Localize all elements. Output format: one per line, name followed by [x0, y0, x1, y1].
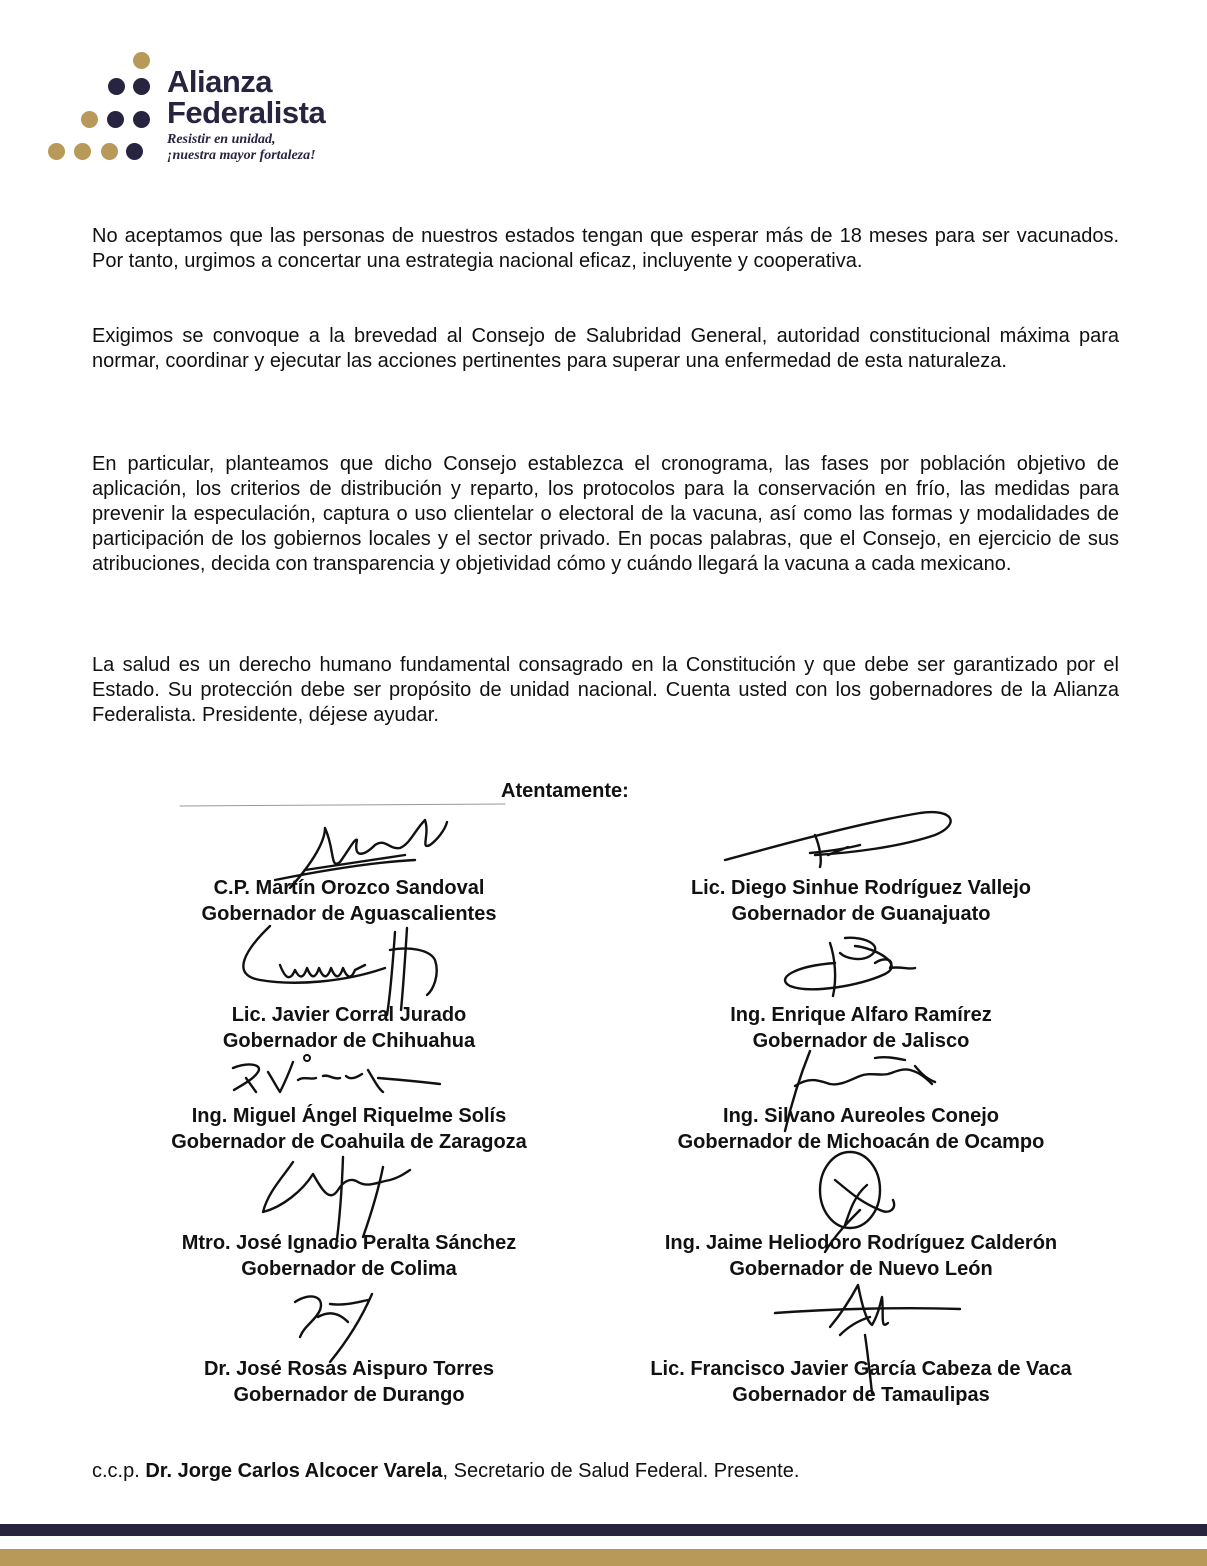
signatory-name: Ing. Miguel Ángel Riquelme Solís	[191, 1105, 507, 1127]
logo-name-line2: Federalista	[167, 95, 326, 130]
signatory-title: Gobernador de Jalisco	[752, 1030, 970, 1052]
signatory-title: Gobernador de Coahuila de Zaragoza	[171, 1131, 527, 1153]
signatory-name: C.P. Martín Orozco Sandoval	[213, 877, 485, 899]
signatory-colima	[89, 1230, 609, 1282]
paragraph-3: En particular, planteamos que dicho Consejo establezca el cronograma, las fases por población objetivo de aplicación, los criterios de distribución y reparto, los protocolos para la conservación en frío, las medidas para prevenir la especulación, captura o uso clientelar o electoral de la vacuna, así como las formas y modalidades de participación de los gobiernos locales y el sector privado. En pocas palabras, que el Consejo, en ejercicio de sus atribuciones, decida con transparencia y objetividad cómo y cuándo llegará la vacuna a cada mexicano.	[92, 453, 1119, 575]
signatory-guanajuato	[601, 875, 1121, 927]
signatory-title: Gobernador de Durango	[233, 1384, 465, 1406]
footer-gold-bar	[0, 1549, 1207, 1566]
signatory-name: Ing. Enrique Alfaro Ramírez	[730, 1004, 992, 1026]
cc-recipient-name: Dr. Jorge Carlos Alcocer Varela	[145, 1460, 443, 1482]
signatory-title: Gobernador de Aguascalientes	[201, 903, 497, 925]
logo-tagline-line1: Resistir en unidad,	[167, 132, 276, 147]
signatory-name: Lic. Diego Sinhue Rodríguez Vallejo	[690, 877, 1032, 899]
signature-durango-icon	[290, 1282, 390, 1362]
alianza-federalista-logo	[40, 48, 380, 178]
signatory-name: Ing. Jaime Heliodoro Rodríguez Calderón	[664, 1232, 1058, 1254]
signatory-name: Mtro. José Ignacio Peralta Sánchez	[181, 1232, 517, 1254]
signatory-title: Gobernador de Guanajuato	[731, 903, 991, 925]
paragraph-2: Exigimos se convoque a la brevedad al Consejo de Salubridad General, autoridad constitucional máxima para normar, coordinar y ejecutar las acciones pertinentes para superar una enfermedad de esta naturaleza.	[92, 325, 1119, 372]
cc-prefix: c.c.p.	[92, 1460, 140, 1482]
signature-guanajuato-icon	[720, 805, 960, 870]
footer-navy-bar	[0, 1524, 1207, 1536]
signatory-title: Gobernador de Tamaulipas	[732, 1384, 990, 1406]
logo-tagline-line2: ¡nuestra mayor fortaleza!	[167, 148, 316, 163]
signatory-name: Dr. José Rosas Aispuro Torres	[203, 1358, 495, 1380]
logo-tagline	[167, 132, 316, 164]
signatory-nuevo-leon	[601, 1230, 1121, 1282]
signatory-title: Gobernador de Michoacán de Ocampo	[677, 1131, 1045, 1153]
signature-coahuila-icon	[228, 1050, 448, 1110]
signatory-name: Lic. Javier Corral Jurado	[231, 1004, 467, 1026]
paragraph-1: No aceptamos que las personas de nuestros estados tengan que esperar más de 18 meses para ser vacunados. Por tanto, urgimos a concertar una estrategia nacional eficaz, incluyente y cooperativa.	[92, 225, 1119, 272]
signatory-aguascalientes	[89, 875, 609, 927]
signatory-tamaulipas	[601, 1356, 1121, 1408]
signatory-name: Lic. Francisco Javier García Cabeza de Vaca	[650, 1358, 1072, 1380]
cc-recipient-role: , Secretario de Salud Federal. Presente.	[442, 1460, 800, 1482]
carbon-copy-line	[92, 1459, 799, 1483]
logo-dots-icon	[40, 48, 160, 168]
signatory-chihuahua	[89, 1002, 609, 1054]
signatory-coahuila	[89, 1103, 609, 1155]
signatory-title: Gobernador de Nuevo León	[729, 1258, 993, 1280]
signatory-title: Gobernador de Chihuahua	[222, 1030, 476, 1052]
signatory-durango	[89, 1356, 609, 1408]
signatory-jalisco	[601, 1002, 1121, 1054]
signatory-michoacan	[601, 1103, 1121, 1155]
logo-wordmark	[167, 66, 325, 128]
signature-jalisco-icon	[775, 928, 925, 998]
logo-name-line1: Alianza	[167, 64, 273, 99]
signatory-name: Ing. Silvano Aureoles Conejo	[723, 1105, 999, 1127]
closing-salutation: Atentamente:	[501, 780, 629, 802]
paragraph-4: La salud es un derecho humano fundamental consagrado en la Constitución y que debe ser garantizado por el Estado. Su protección debe ser propósito de unidad nacional. Cuenta usted con los gobernadores de la Alianza Federalista. Presidente, déjese ayudar.	[92, 654, 1119, 726]
signatory-title: Gobernador de Colima	[241, 1258, 457, 1280]
